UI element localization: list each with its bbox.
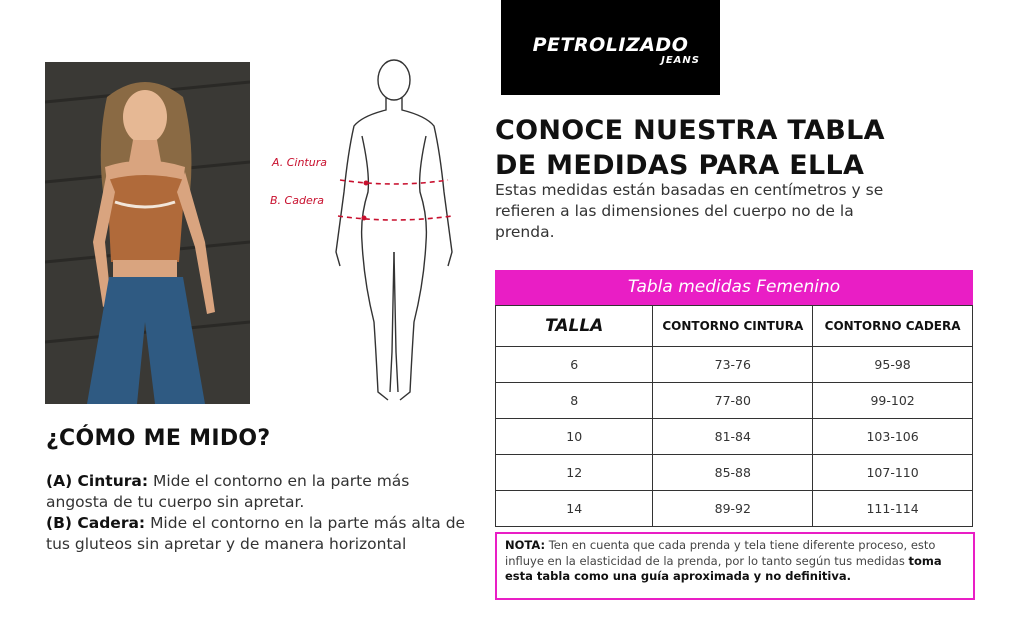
how-to-measure-title: ¿CÓMO ME MIDO? — [46, 426, 271, 451]
intro-text: Estas medidas están basadas en centímetros y se refieren a las dimensiones del cuerpo no de la prenda. — [495, 181, 884, 241]
model-photo — [45, 62, 250, 404]
table-header-row — [496, 306, 973, 347]
table-row — [496, 347, 973, 383]
waist-cell: 77-80 — [653, 383, 813, 419]
hip-cell: 107-110 — [813, 455, 973, 491]
size-table — [495, 270, 973, 527]
waist-label: A. Cintura — [272, 156, 327, 169]
header-cadera: CONTORNO CADERA — [813, 306, 973, 347]
waist-cell: 89-92 — [653, 491, 813, 527]
table-row — [496, 383, 973, 419]
note-box — [495, 532, 975, 600]
logo-subtitle: JEANS — [661, 55, 700, 66]
hip-measure-line — [338, 216, 452, 220]
waist-instruction-text: Mide el contorno en la parte más angosta de tu cuerpo sin apretar. — [46, 472, 410, 511]
table-row — [496, 491, 973, 527]
hip-cell: 95-98 — [813, 347, 973, 383]
logo-brand: PETROLIZADO — [532, 34, 689, 56]
hip-cell: 103-106 — [813, 419, 973, 455]
brand-logo — [501, 0, 720, 95]
hip-instruction-text: Mide el contorno en la parte más alta de tus gluteos sin apretar y de manera horizontal — [46, 514, 466, 553]
size-cell: 8 — [496, 383, 653, 419]
hip-label: B. Cadera — [270, 194, 324, 207]
header-talla: TALLA — [496, 306, 653, 347]
size-cell: 6 — [496, 347, 653, 383]
body-outline — [336, 60, 452, 400]
waist-cell: 85-88 — [653, 455, 813, 491]
how-to-measure-text — [46, 471, 466, 555]
table-row — [496, 455, 973, 491]
table-banner: Tabla medidas Femenino — [495, 270, 973, 305]
size-cell: 12 — [496, 455, 653, 491]
waist-instruction-label: (A) Cintura: — [46, 472, 149, 490]
hip-instruction-label: (B) Cadera: — [46, 514, 146, 532]
hip-cell: 99-102 — [813, 383, 973, 419]
hip-cell: 111-114 — [813, 491, 973, 527]
note-emphasis: toma esta tabla como una guía aproximada y no definitiva. — [505, 553, 942, 583]
waist-measure-line — [340, 180, 448, 184]
title-line-2: DE MEDIDAS PARA ELLA — [495, 150, 865, 181]
page-title — [495, 113, 995, 183]
size-cell: 10 — [496, 419, 653, 455]
header-cintura: CONTORNO CINTURA — [653, 306, 813, 347]
table-row — [496, 419, 973, 455]
title-line-1: CONOCE NUESTRA TABLA — [495, 115, 885, 146]
size-cell: 14 — [496, 491, 653, 527]
note-text: Ten en cuenta que cada prenda y tela tiene diferente proceso, esto influye en la elasticidad de la prenda, por lo tanto según tus medidas — [505, 538, 936, 568]
model-illustration — [45, 62, 250, 404]
body-diagram — [262, 52, 482, 417]
waist-cell: 73-76 — [653, 347, 813, 383]
note-label: NOTA: — [505, 538, 546, 552]
waist-cell: 81-84 — [653, 419, 813, 455]
